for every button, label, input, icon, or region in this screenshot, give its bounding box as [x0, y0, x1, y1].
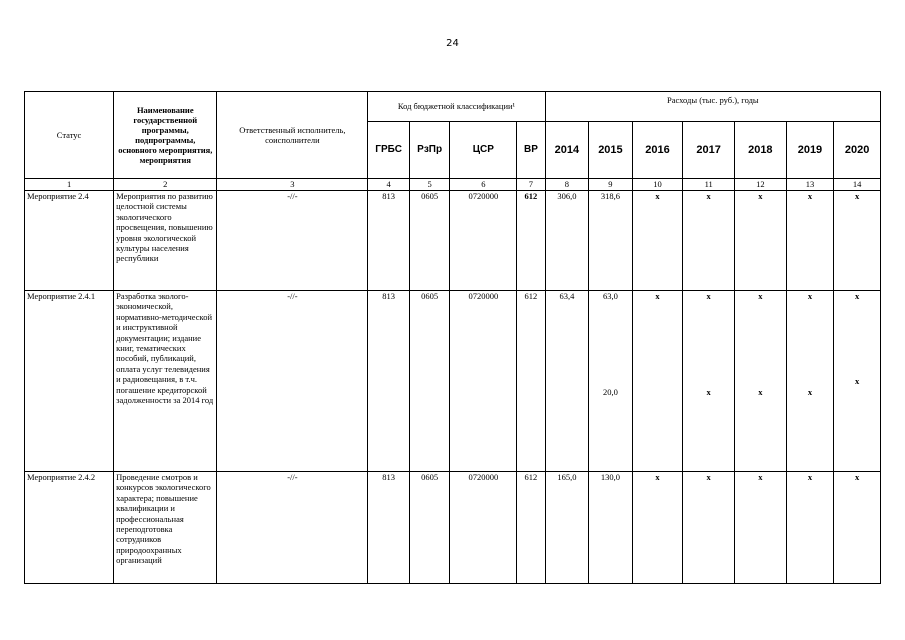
row-rzpr: 0605 [409, 291, 450, 472]
header-budget-code: Код бюджетной классификации¹ [368, 92, 545, 122]
index-cell: 3 [217, 179, 368, 191]
row-y2019: x [807, 291, 813, 301]
header-year-2018: 2018 [735, 122, 787, 179]
row-y2019: x [786, 472, 834, 584]
row-y2020-sub: x [855, 376, 860, 387]
row-executor: -//- [217, 291, 368, 472]
row-status: Мероприятие 2.4.2 [25, 472, 114, 584]
row-y2018: x [735, 472, 787, 584]
header-vr: ВР [517, 122, 545, 179]
row-y2020: x [834, 472, 881, 584]
row-grbs: 813 [368, 472, 410, 584]
header-rzpr: РзПр [409, 122, 450, 179]
row-y2014: 306,0 [545, 191, 589, 291]
row-y2015: 318,6 [589, 191, 633, 291]
index-cell: 6 [450, 179, 517, 191]
row-y2018: x [735, 191, 787, 291]
index-cell: 5 [409, 179, 450, 191]
row-executor: -//- [217, 472, 368, 584]
header-expenses: Расходы (тыс. руб.), годы [545, 92, 880, 122]
spacer [789, 301, 832, 387]
row-csr: 0720000 [450, 191, 517, 291]
row-y2017: x [683, 191, 735, 291]
row-y2015: 63,0 [602, 291, 618, 301]
row-rzpr: 0605 [409, 191, 450, 291]
index-cell: 2 [114, 179, 217, 191]
row-y2016: x [632, 291, 683, 472]
row-y2017: x [683, 472, 735, 584]
row-y2015: 130,0 [589, 472, 633, 584]
row-y2018-sub: x [758, 387, 763, 398]
index-cell: 7 [517, 179, 545, 191]
index-cell: 1 [25, 179, 114, 191]
row-y2016: x [632, 472, 683, 584]
spacer [685, 301, 732, 387]
header-status: Статус [25, 92, 114, 179]
row-y2019: x [786, 191, 834, 291]
row-grbs: 813 [368, 191, 410, 291]
row-y2020: x [855, 291, 860, 301]
row-y2014: 63,4 [545, 291, 589, 472]
row-vr: 612 [517, 191, 545, 291]
row-y2014: 165,0 [545, 472, 589, 584]
row-y2016: x [632, 191, 683, 291]
row-name: Проведение смотров и конкурсов экологического характера; повышение квалификации и профессиональная переподготовка сотрудников природоохранных организаций [114, 472, 217, 584]
header-year-2014: 2014 [545, 122, 589, 179]
row-y2020-cell [834, 291, 881, 472]
row-status: Мероприятие 2.4 [25, 191, 114, 291]
row-executor: -//- [217, 191, 368, 291]
row-name: Разработка эколого-экономической, нормативно-методической и инструктивной документации; издание книг, тематических пособий, публикаций, оплата услуг телевидения и радиовещания, в т.ч. погашение кредиторской задолженности за 2014 год [114, 291, 217, 472]
spacer [737, 301, 784, 387]
row-csr: 0720000 [450, 291, 517, 472]
row-y2020: x [834, 191, 881, 291]
header-year-2020: 2020 [834, 122, 881, 179]
table-row [25, 472, 881, 584]
row-y2017: x [706, 291, 711, 301]
row-y2019-cell [786, 291, 834, 472]
row-name: Мероприятия по развитию целостной системы экологического просвещения, повышению уровня экологической культуры населения республики [114, 191, 217, 291]
header-year-2019: 2019 [786, 122, 834, 179]
row-csr: 0720000 [450, 472, 517, 584]
row-vr: 612 [517, 472, 545, 584]
row-y2019-sub: x [807, 387, 813, 398]
row-y2015-sub: 20,0 [602, 387, 618, 398]
row-y2017-sub: x [706, 387, 711, 398]
header-year-2017: 2017 [683, 122, 735, 179]
row-vr: 612 [517, 291, 545, 472]
spacer [591, 301, 630, 387]
index-cell: 11 [683, 179, 735, 191]
row-status: Мероприятие 2.4.1 [25, 291, 114, 472]
header-row-1 [25, 92, 881, 122]
row-grbs: 813 [368, 291, 410, 472]
index-cell: 8 [545, 179, 589, 191]
row-rzpr: 0605 [409, 472, 450, 584]
index-cell: 12 [735, 179, 787, 191]
header-executor: Ответственный исполнитель, соисполнители [217, 92, 368, 179]
index-cell: 10 [632, 179, 683, 191]
row-y2018: x [758, 291, 763, 301]
index-row [25, 179, 881, 191]
header-year-2016: 2016 [632, 122, 683, 179]
header-name: Наименование государственной программы, подпрограммы, основного мероприятия, мероприятия [114, 92, 217, 179]
row-y2017-cell [683, 291, 735, 472]
index-cell: 13 [786, 179, 834, 191]
page-number: 24 [446, 38, 459, 49]
row-y2015-cell [589, 291, 633, 472]
header-grbs: ГРБС [368, 122, 410, 179]
spacer [836, 301, 878, 376]
index-cell: 4 [368, 179, 410, 191]
index-cell: 14 [834, 179, 881, 191]
table-row [25, 191, 881, 291]
index-cell: 9 [589, 179, 633, 191]
budget-table [24, 91, 881, 584]
table-row [25, 291, 881, 472]
header-year-2015: 2015 [589, 122, 633, 179]
header-csr: ЦСР [450, 122, 517, 179]
row-y2018-cell [735, 291, 787, 472]
